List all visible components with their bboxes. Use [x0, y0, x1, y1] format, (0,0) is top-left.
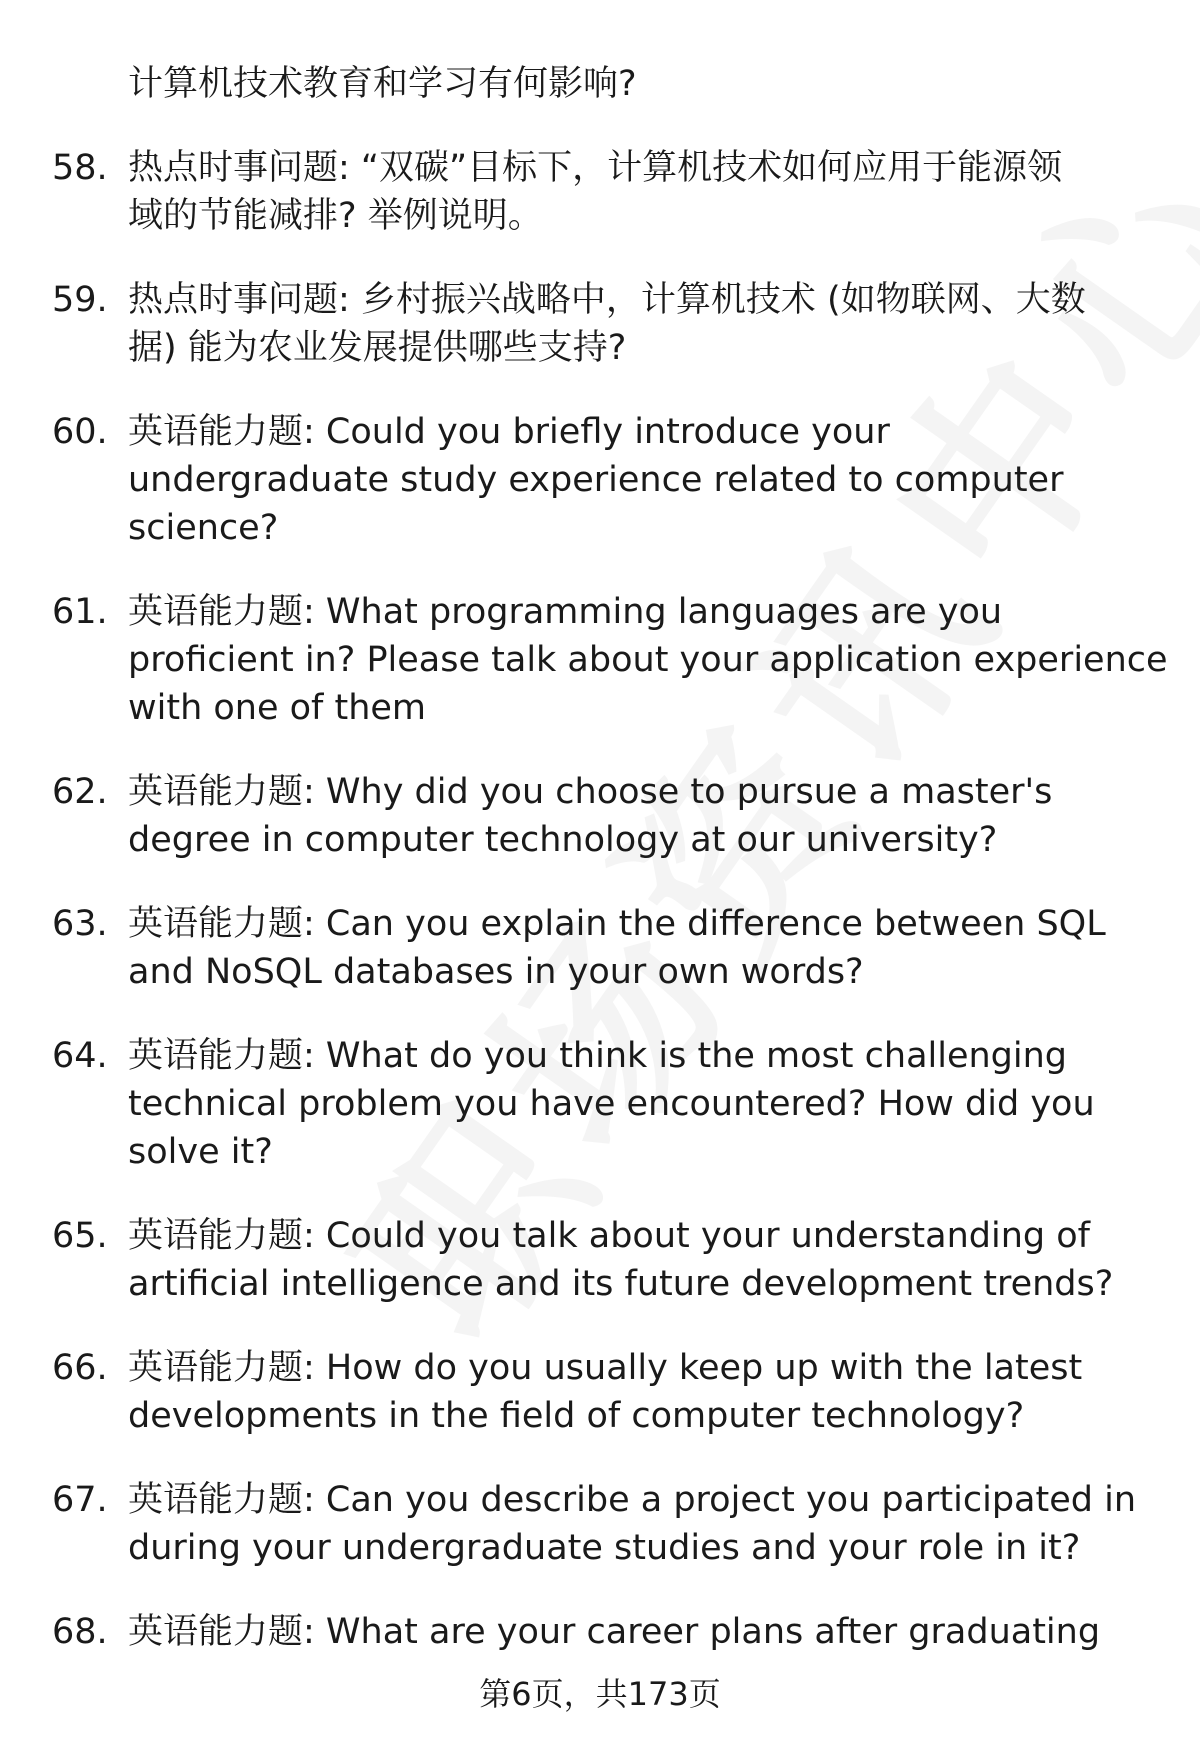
question-number: 66. [52, 1348, 108, 1388]
question-line: developments in the field of computer technology? [128, 1396, 1025, 1436]
question-line: 域的节能减排? 举例说明。 [128, 196, 543, 236]
question-number: 62. [52, 772, 108, 812]
question-line: 英语能力题: What programming languages are you [128, 592, 1003, 632]
question-line: proficient in? Please talk about your application experience [128, 640, 1168, 680]
question-number: 59. [52, 280, 108, 320]
question-line: 据) 能为农业发展提供哪些支持? [128, 328, 627, 368]
question-number: 63. [52, 904, 108, 944]
question-line: 热点时事问题: 乡村振兴战略中，计算机技术 (如物联网、大数 [128, 280, 1086, 320]
question-line: with one of them [128, 688, 427, 728]
question-number: 58. [52, 148, 108, 188]
question-number: 65. [52, 1216, 108, 1256]
question-number: 61. [52, 592, 108, 632]
question-line: 英语能力题: Could you talk about your understanding of [128, 1216, 1090, 1256]
question-line: technical problem you have encountered? How did you [128, 1084, 1095, 1124]
question-number: 60. [52, 412, 108, 452]
question-line: 英语能力题: Could you briefly introduce your [128, 412, 890, 452]
question-line: solve it? [128, 1132, 273, 1172]
question-line: 英语能力题: Can you describe a project you participated in [128, 1480, 1137, 1520]
question-number: 68. [52, 1612, 108, 1652]
question-line: 热点时事问题: “双碳”目标下，计算机技术如何应用于能源领 [128, 148, 1063, 188]
continuation-line: 计算机技术教育和学习有何影响? [128, 64, 637, 104]
question-line: and NoSQL databases in your own words? [128, 952, 864, 992]
question-line: science? [128, 508, 279, 548]
question-number: 64. [52, 1036, 108, 1076]
question-number: 67. [52, 1480, 108, 1520]
question-line: 英语能力题: What are your career plans after graduating [128, 1612, 1101, 1652]
question-line: degree in computer technology at our university? [128, 820, 998, 860]
question-line: undergraduate study experience related to computer [128, 460, 1064, 500]
page-number-footer: 第6页，共173页 [479, 1675, 721, 1713]
question-line: during your undergraduate studies and your role in it? [128, 1528, 1081, 1568]
question-line: 英语能力题: How do you usually keep up with the latest [128, 1348, 1083, 1388]
question-line: 英语能力题: Can you explain the difference between SQL [128, 904, 1106, 944]
question-line: artificial intelligence and its future development trends? [128, 1264, 1114, 1304]
question-line: 英语能力题: What do you think is the most challenging [128, 1036, 1068, 1076]
question-line: 英语能力题: Why did you choose to pursue a master's [128, 772, 1053, 812]
